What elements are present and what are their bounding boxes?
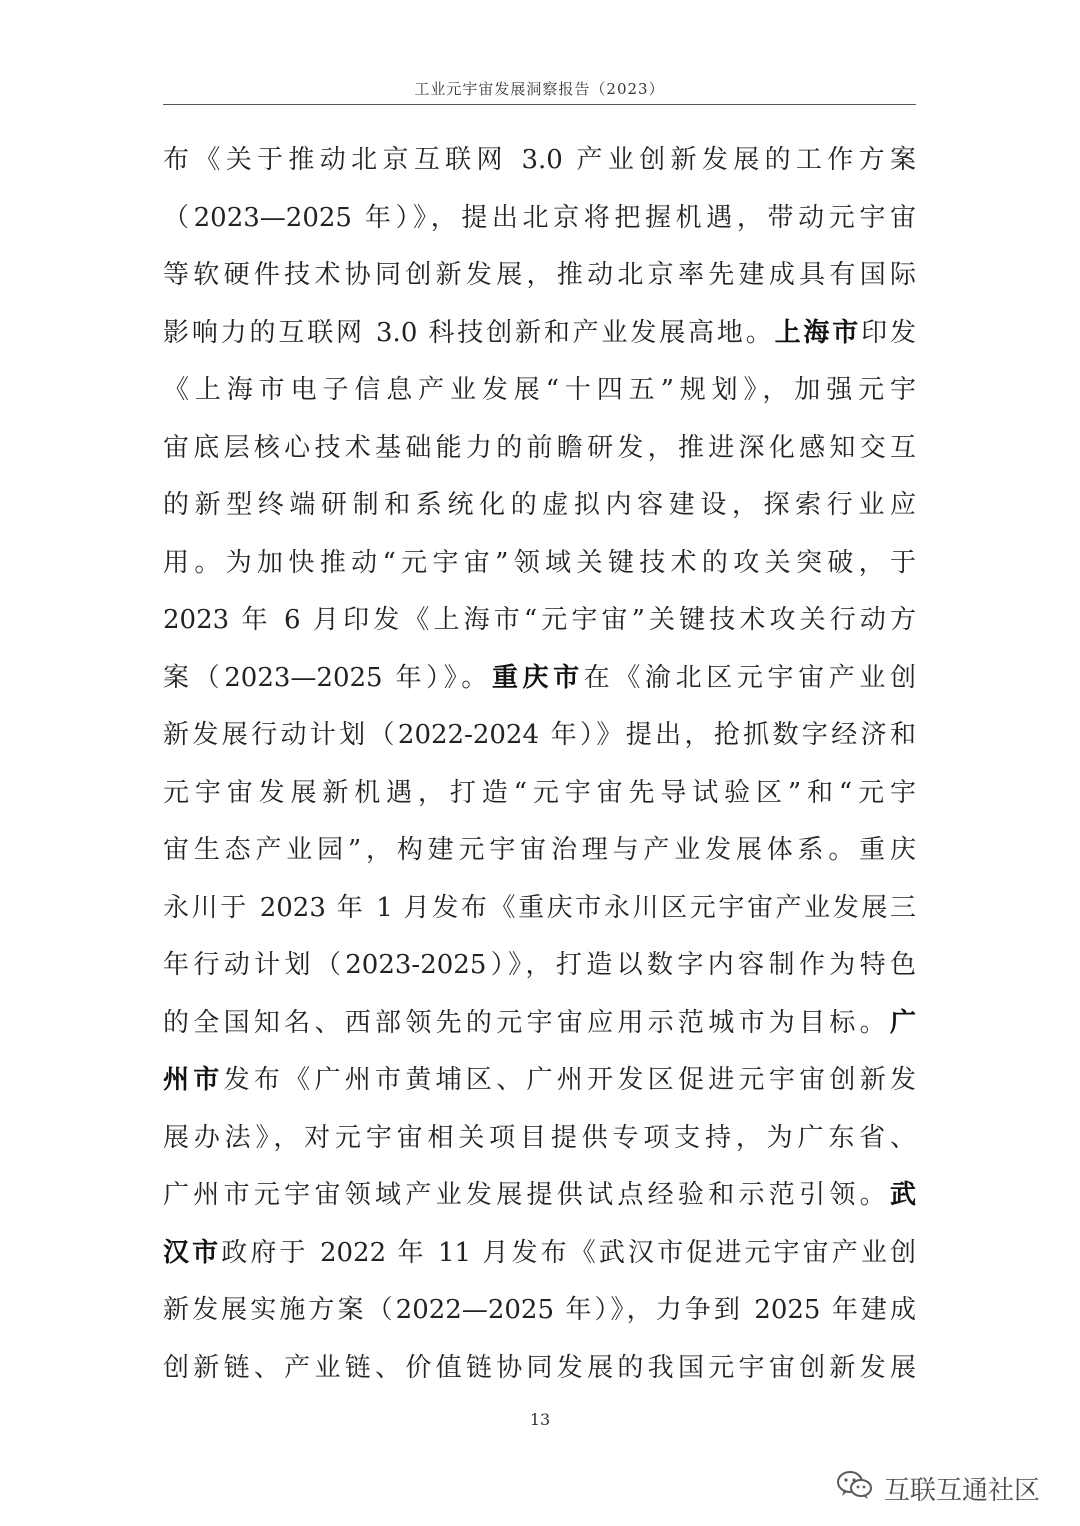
text-segment: 2023 年 6 月印发《上海市“元宇宙”关键技术攻关行动方: [163, 605, 916, 635]
text-line: [163, 822, 916, 880]
text-line: [163, 305, 916, 363]
text-segment: 新发展行动计划（2022-2024 年）》提出，抢抓数字经济和: [163, 720, 916, 750]
highlighted-city: 上海市: [774, 317, 862, 348]
highlighted-city: 州市: [163, 1065, 224, 1095]
page-header: 工业元宇宙发展洞察报告（2023）: [414, 80, 665, 98]
text-segment: 元宇宙发展新机遇，打造“元宇宙先导试验区”和“元宇: [163, 777, 916, 808]
text-segment: 的全国知名、西部领先的元宇宙应用示范城市为目标。: [163, 1007, 890, 1038]
highlighted-city: 广: [889, 1007, 916, 1038]
text-line: [163, 1340, 916, 1398]
page-number: 13: [529, 1410, 551, 1429]
text-line: [163, 592, 916, 650]
text-line: [163, 535, 916, 593]
highlighted-city: 汉市: [163, 1237, 222, 1268]
text-line: [163, 247, 916, 305]
text-line: [163, 937, 916, 995]
text-line: [163, 362, 916, 420]
text-segment: 的新型终端研制和系统化的虚拟内容建设，探索行业应: [163, 490, 916, 520]
watermark-label: 互联互通社区: [883, 1475, 1040, 1506]
text-line: [163, 765, 916, 823]
text-line: [163, 1282, 916, 1340]
text-segment: 政府于 2022 年 11 月发布《武汉市促进元宇宙产业创: [221, 1237, 916, 1268]
text-line: [163, 477, 916, 535]
text-segment: 布《关于推动北京互联网 3.0 产业创新发展的工作方案: [163, 145, 916, 175]
text-segment: 永川于 2023 年 1 月发布《重庆市永川区元宇宙产业发展三: [163, 892, 916, 923]
text-segment: 在《渝北区元宇宙产业创: [583, 662, 916, 693]
watermark: [836, 1468, 1040, 1508]
text-segment: 《上海市电子信息产业发展“十四五”规划》，加强元宇: [163, 375, 916, 405]
text-line: [163, 1110, 916, 1168]
text-line: [163, 1225, 916, 1283]
text-line: [163, 1167, 916, 1225]
text-segment: 用。为加快推动“元宇宙”领域关键技术的攻关突破，于: [163, 547, 916, 578]
text-segment: 等软硬件技术协同创新发展，推动北京率先建成具有国际: [163, 260, 916, 290]
header-divider: [163, 104, 916, 105]
text-line: [163, 420, 916, 478]
text-line: [163, 190, 916, 248]
body-paragraph: [163, 132, 916, 1397]
text-line: [163, 880, 916, 938]
highlighted-city: 武: [889, 1180, 916, 1210]
text-line: [163, 995, 916, 1053]
text-segment: 印发: [861, 317, 916, 348]
text-segment: 广州市元宇宙领域产业发展提供试点经验和示范引领。: [163, 1180, 890, 1210]
text-segment: 案（2023—2025 年）》。: [163, 662, 492, 693]
text-segment: 创新链、产业链、价值链协同发展的我国元宇宙创新发展: [163, 1352, 916, 1383]
text-segment: 年行动计划（2023-2025）》，打造以数字内容制作为特色: [163, 950, 916, 980]
text-segment: 新发展实施方案（2022—2025 年）》，力争到 2025 年建成: [163, 1295, 916, 1325]
highlighted-city: 重庆市: [491, 662, 584, 693]
text-line: [163, 132, 916, 190]
text-segment: 发布《广州市黄埔区、广州开发区促进元宇宙创新发: [223, 1065, 916, 1095]
text-segment: 影响力的互联网 3.0 科技创新和产业发展高地。: [163, 317, 775, 348]
text-line: [163, 1052, 916, 1110]
text-segment: （2023—2025 年）》，提出北京将把握机遇，带动元宇宙: [163, 202, 916, 233]
wechat-icon: [836, 1469, 874, 1508]
text-segment: 宙生态产业园”，构建元宇宙治理与产业发展体系。重庆: [163, 835, 916, 865]
text-line: [163, 707, 916, 765]
text-segment: 宙底层核心技术基础能力的前瞻研发，推进深化感知交互: [163, 432, 916, 463]
text-segment: 展办法》，对元宇宙相关项目提供专项支持，为广东省、: [163, 1122, 916, 1153]
text-line: [163, 650, 916, 708]
